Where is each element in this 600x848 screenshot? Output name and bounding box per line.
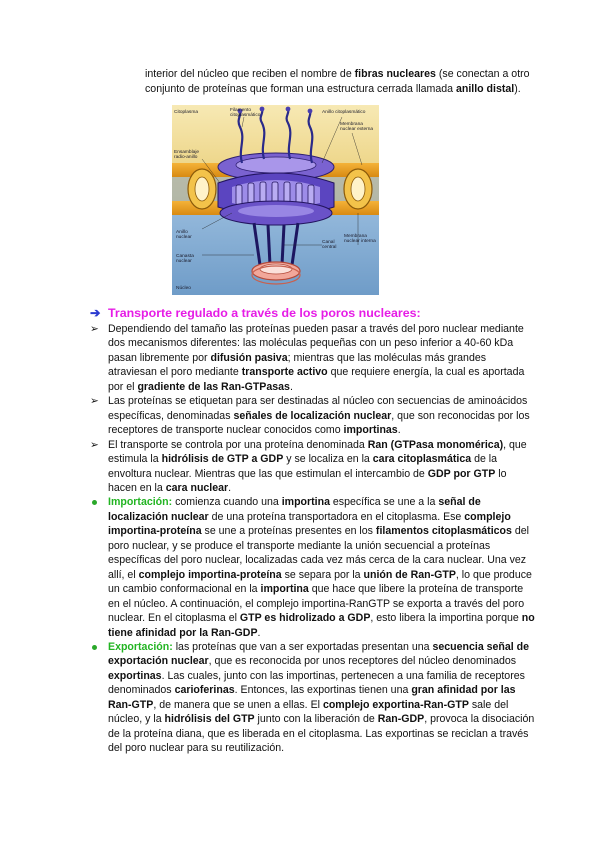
green-bullet-icon: [92, 645, 97, 650]
text: del poro nuclear, y se produce el transporte mediante la unión secuencial a proteínas específicas del poro nuclear, localizadas cada vez más cerca de la cara nuclear. Una vez allí, el: [108, 525, 530, 581]
nuclear-pore-illustration: [172, 105, 379, 295]
text: las proteínas que van a ser exportadas presentan una: [172, 640, 433, 653]
bold-text: exportinas: [108, 669, 162, 682]
bold-text: gradiente de las Ran-GTPasas: [137, 380, 290, 393]
arrowhead-bullet-icon: ➢: [90, 395, 99, 408]
label-basket-2: nuclear: [176, 259, 192, 264]
bold-text: Ran-GDP: [377, 713, 425, 726]
list-item: [90, 438, 536, 496]
bold-text: complejo importina-proteína: [138, 568, 282, 581]
label-cytoplasmic-ring: Anillo citoplasmático: [322, 110, 366, 115]
label-spoke-ring-2: radio-anillo: [174, 155, 198, 160]
text: , provoca la disociación de la proteína diana, que es liberada en el citoplasma. Las exportinas se reciclan a través del poro nuclear para su reutilización.: [108, 713, 535, 755]
bold-text: GDP por GTP: [427, 467, 496, 480]
text: Las proteínas se etiquetan para ser destinadas al núcleo con secuencias de aminoácidos específicas, denominadas: [108, 395, 528, 422]
text: .: [397, 424, 401, 437]
list-item: [90, 495, 536, 640]
list-item: [90, 394, 536, 437]
text: de una proteína transportadora en el citoplasma. Ese: [208, 510, 465, 523]
arrowhead-bullet-icon: ➢: [90, 438, 99, 451]
text: , esto libera la importina porque: [370, 612, 522, 625]
text: y se localiza en la: [283, 453, 373, 466]
text: .: [257, 626, 261, 639]
list-item: [90, 322, 536, 394]
bold-text: complejo exportina-Ran-GTP: [322, 698, 469, 711]
bold-text: carioferinas: [174, 684, 235, 697]
text: se separa por la: [281, 568, 364, 581]
label-nuclear-ring: Anillo: [176, 230, 188, 235]
bold-text: importina: [260, 583, 309, 596]
text: ; mientras que las moléculas más grandes atraviesan el poro mediante: [108, 351, 487, 379]
bold-text: Ran (GTPasa monomérica): [367, 438, 504, 451]
text: . Entonces, las exportinas tienen una: [234, 684, 412, 697]
bold-text: señales de localización nuclear: [233, 409, 392, 422]
green-bullet-icon: [92, 500, 97, 505]
section-heading: [90, 305, 550, 321]
text: , que es reconocida por unos receptores del núcleo denominados: [208, 655, 517, 668]
bold-text: cara nuclear: [165, 481, 229, 494]
bold-text: hidrólisis de GTP a GDP: [161, 453, 284, 466]
text: comienza cuando una: [172, 496, 282, 509]
label-inner-membrane-2: nuclear interna: [344, 239, 376, 244]
text: (se conectan a otro conjunto de proteínas que forman una estructura cerrada llamada: [145, 68, 530, 95]
text: .: [289, 380, 293, 393]
label-nuclear-ring-2: nuclear: [176, 235, 192, 240]
bold-text: importina: [281, 496, 330, 509]
bold-text: difusión pasiva: [210, 351, 288, 364]
label-filament: Filamento: [230, 108, 252, 113]
list-item: [90, 640, 536, 756]
text: , lo que produce un cambio conformacional en la: [108, 568, 532, 596]
text: . Las cuales, junto con las importinas, pertenecen a una familia de receptores denominados: [108, 669, 525, 697]
text: , que son reconocidas por los receptores de transporte nuclear conocidos como: [108, 409, 530, 437]
text: interior del núcleo que reciben el nombre de: [145, 68, 355, 80]
bold-text: cara citoplasmática: [372, 453, 472, 466]
bold-text: señal de localización nuclear: [108, 496, 481, 523]
label-basket: Canasta: [176, 254, 194, 259]
nuclear-pore-diagram: [172, 105, 379, 295]
label-central-channel: Canal: [322, 240, 335, 245]
intro-paragraph: [145, 67, 540, 96]
text: , que estimula la: [108, 438, 527, 466]
bold-text: hidrólisis del GTP: [164, 713, 255, 726]
text: que requiere energía, la cual es aportada por el: [108, 366, 525, 393]
label-outer-membrane: Membrana: [340, 122, 363, 127]
text: Dependiendo del tamaño las proteínas pueden pasar a través del poro nuclear mediante dos mecanismos diferentes: las moléculas pequeñas con un peso inferior a 40-60 kDa pasan libremente por: [108, 323, 524, 364]
text: específica se une a la: [329, 496, 439, 509]
text: junto con la liberación de: [254, 713, 378, 726]
bold-text: transporte activo: [241, 366, 328, 379]
bold-text: anillo distal: [455, 82, 515, 95]
bold-text: fibras nucleares: [354, 68, 436, 80]
bold-text: importinas: [343, 424, 398, 437]
bullet-list: [90, 322, 536, 756]
text: de la envoltura nuclear. Mientras que las que estimulan el intercambio de: [108, 453, 498, 480]
text: .: [228, 481, 232, 494]
label-spoke-ring: Ensamblaje: [174, 150, 200, 155]
label-central-channel-2: central: [322, 245, 337, 250]
importation-label: Importación:: [108, 496, 173, 509]
label-nucleus: Núcleo: [176, 286, 191, 291]
text: lo hacen en la: [108, 467, 507, 494]
section-title: Transporte regulado a través de los poros nucleares:: [108, 306, 421, 320]
bold-text: GTP es hidrolizado a GDP: [239, 612, 371, 625]
label-inner-membrane: Membrana: [344, 234, 367, 239]
text: El transporte se controla por una proteína denominada: [108, 438, 368, 451]
text: se une a proteínas presentes en los: [201, 525, 376, 538]
label-outer-membrane-2: nuclear externa: [340, 127, 374, 132]
text: , de manera que se unen a ellas. El: [153, 698, 323, 711]
arrow-icon: ➔: [90, 306, 101, 320]
exportation-label: Exportación:: [108, 640, 173, 653]
bold-text: gran afinidad por las Ran-GTP: [108, 684, 516, 711]
text: que hace que libere la proteína de transporte en el núcleo. A continuación, el complejo importina-RanGTP se exporta a través del poro nuclear. En el citoplasma el: [108, 583, 525, 625]
bold-text: complejo importina-proteína: [108, 510, 511, 538]
label-cytoplasm: Citoplasma: [174, 110, 198, 115]
bold-text: no tiene afinidad por la Ran-GDP: [108, 612, 535, 639]
bold-text: unión de Ran-GTP: [363, 568, 456, 581]
bold-text: secuencia señal de exportación nuclear: [108, 640, 530, 668]
label-filament-2: citoplasmático: [230, 113, 261, 118]
text: sale del núcleo, y la: [108, 698, 509, 726]
bold-text: filamentos citoplasmáticos: [375, 525, 512, 538]
arrowhead-bullet-icon: ➢: [90, 323, 99, 335]
text: ).: [514, 82, 521, 95]
